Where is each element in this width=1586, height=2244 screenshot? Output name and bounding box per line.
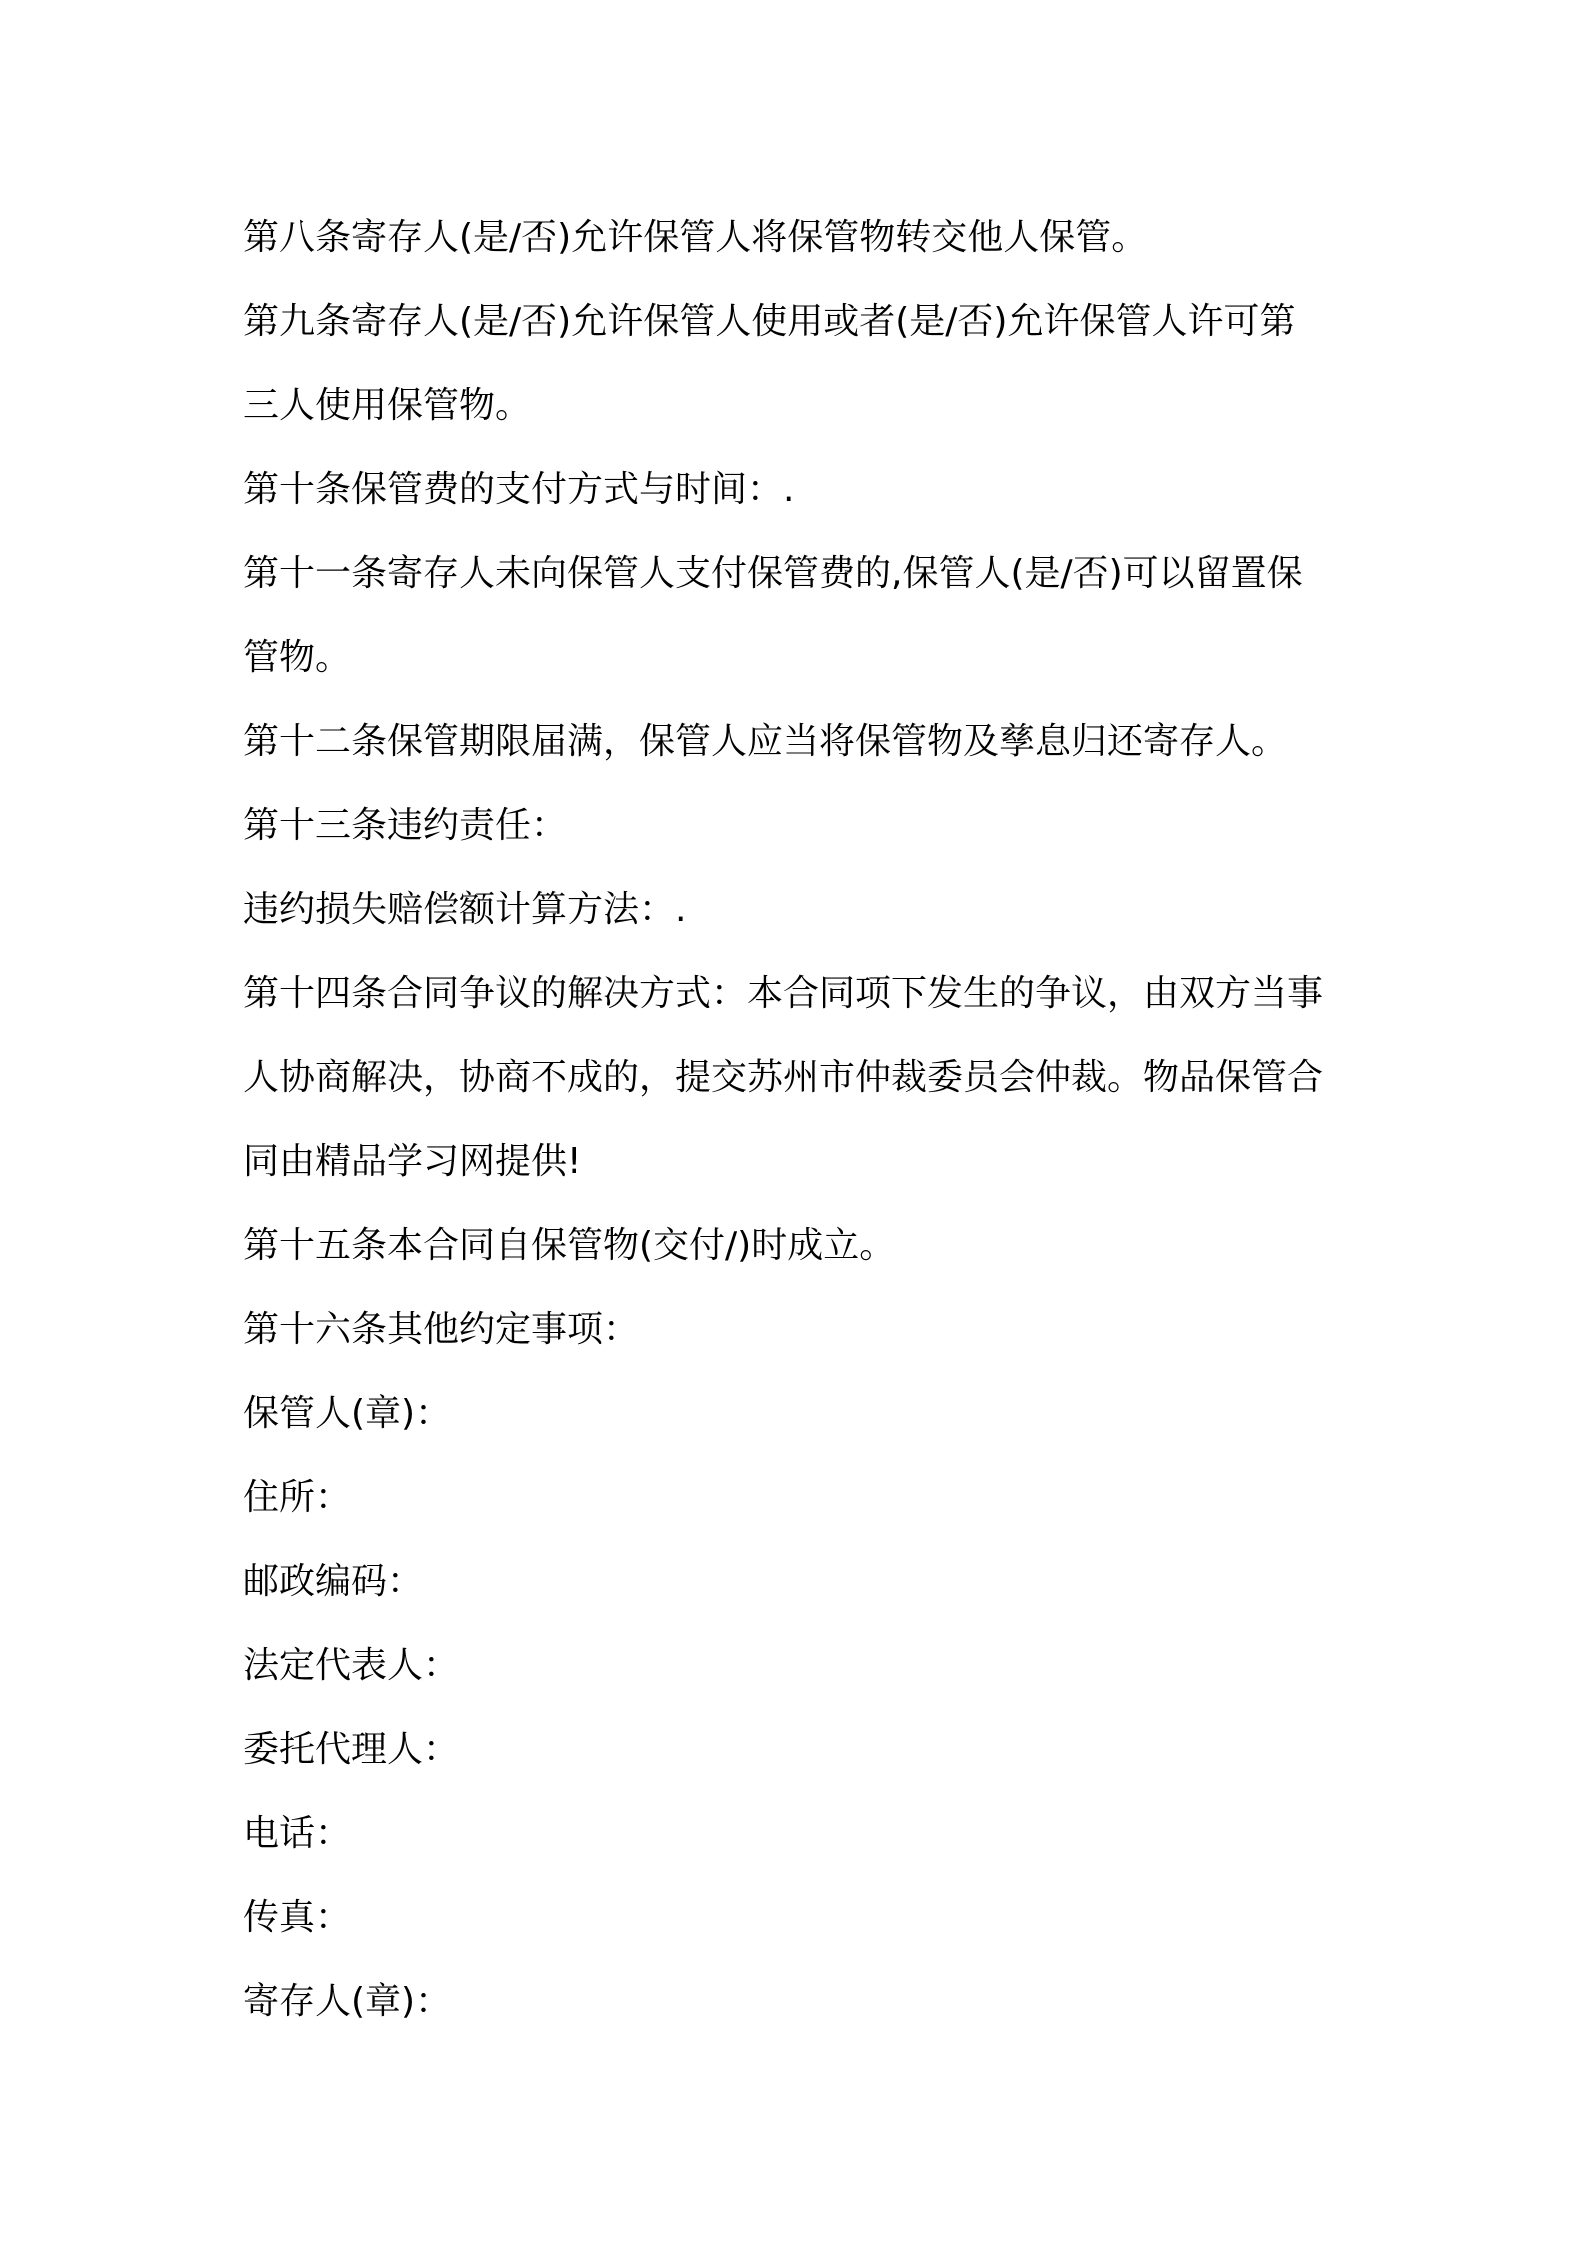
clause-12-line: 第十二条保管期限届满，保管人应当将保管物及孳息归还寄存人。: [243, 721, 1288, 762]
depositor-seal-field: 寄存人(章)：: [243, 1981, 452, 2022]
clause-16-line: 第十六条其他约定事项：: [243, 1309, 640, 1350]
clause-11-line-2: 管物。: [243, 637, 352, 678]
telephone-field: 电话：: [243, 1813, 352, 1854]
clause-8-line: 第八条寄存人(是/否)允许保管人将保管物转交他人保管。: [243, 217, 1148, 258]
custodian-seal-field: 保管人(章)：: [243, 1393, 452, 1434]
clause-14-line-3: 同由精品学习网提供!: [243, 1141, 582, 1182]
clause-13-line: 第十三条违约责任：: [243, 805, 568, 846]
clause-14-line-1: 第十四条合同争议的解决方式：本合同项下发生的争议，由双方当事: [243, 973, 1324, 1014]
clause-14-line-2: 人协商解决，协商不成的，提交苏州市仲裁委员会仲裁。物品保管合: [243, 1057, 1324, 1098]
clause-10-line: 第十条保管费的支付方式与时间：.: [243, 469, 795, 510]
clause-15-line: 第十五条本合同自保管物(交付/)时成立。: [243, 1225, 896, 1266]
clause-9-line-2: 三人使用保管物。: [243, 385, 532, 426]
fax-field: 传真：: [243, 1897, 352, 1938]
document-body: [243, 196, 1363, 2044]
clause-9-line-1: 第九条寄存人(是/否)允许保管人使用或者(是/否)允许保管人许可第: [243, 301, 1296, 342]
authorized-agent-field: 委托代理人：: [243, 1729, 460, 1770]
address-field: 住所：: [243, 1477, 352, 1518]
postal-code-field: 邮政编码：: [243, 1561, 424, 1602]
legal-representative-field: 法定代表人：: [243, 1645, 460, 1686]
damages-method-line: 违约损失赔偿额计算方法：.: [243, 889, 687, 930]
clause-11-line-1: 第十一条寄存人未向保管人支付保管费的,保管人(是/否)可以留置保: [243, 553, 1303, 594]
